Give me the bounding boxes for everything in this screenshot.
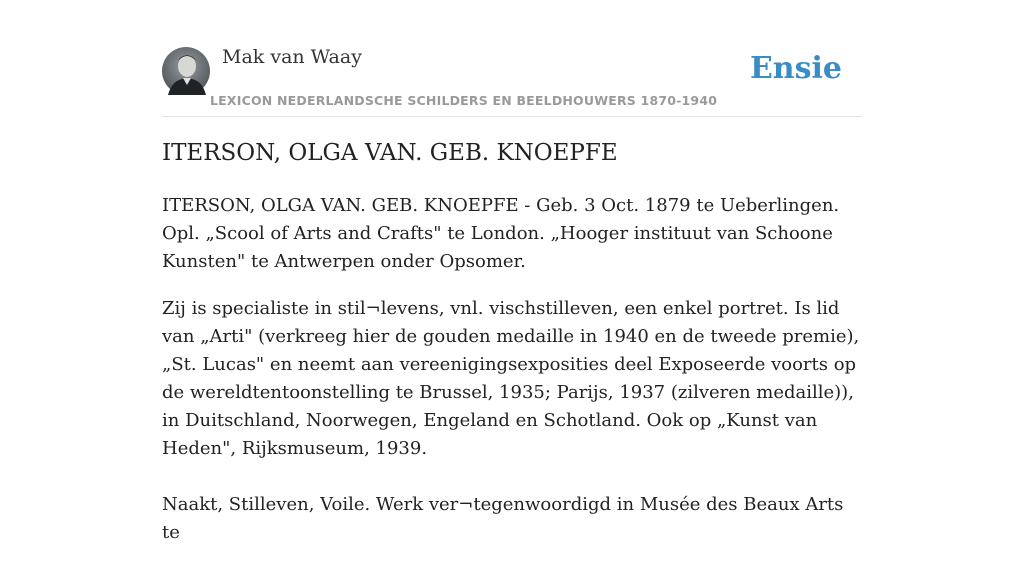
source-label[interactable]: LEXICON NEDERLANDSCHE SCHILDERS EN BEELDHOUWERS 1870-1940 bbox=[210, 93, 718, 108]
article-body bbox=[162, 192, 862, 566]
paragraph: ITERSON, OLGA VAN. GEB. KNOEPFE - Geb. 3 Oct. 1879 te Ueberlingen. Opl. „Scool of Arts and Crafts" te London. „Hooger instituut van Schoone Kunsten" te Antwerpen onder Opsomer. bbox=[162, 195, 840, 272]
paragraph: Naakt, Stilleven, Voile. Werk ver¬tegenwoordigd in Musée des Beaux Arts te bbox=[162, 494, 844, 543]
paragraph: Zij is specialiste in stil¬levens, vnl. vischstilleven, een enkel portret. Is lid van „Arti" (verkreeg hier de gouden medaille in 1940 en de tweede premie), „St. Lucas" en neemt aan vereenigingsexposities deel Exposeerde voorts op de wereldtentoonstelling te Brussel, 1935; Parijs, 1937 (zilveren medaille)), in Duitschland, Noorwegen, Engeland en Schotland. Ook op „Kunst van Heden", Rijksmuseum, 1939. bbox=[162, 298, 860, 459]
portrait-icon bbox=[162, 47, 210, 95]
header bbox=[162, 46, 862, 117]
author-avatar[interactable] bbox=[162, 47, 210, 95]
author-name[interactable]: Mak van Waay bbox=[222, 46, 362, 68]
page-title: ITERSON, OLGA VAN. GEB. KNOEPFE bbox=[162, 140, 618, 166]
brand-logo[interactable]: Ensie bbox=[749, 51, 842, 86]
